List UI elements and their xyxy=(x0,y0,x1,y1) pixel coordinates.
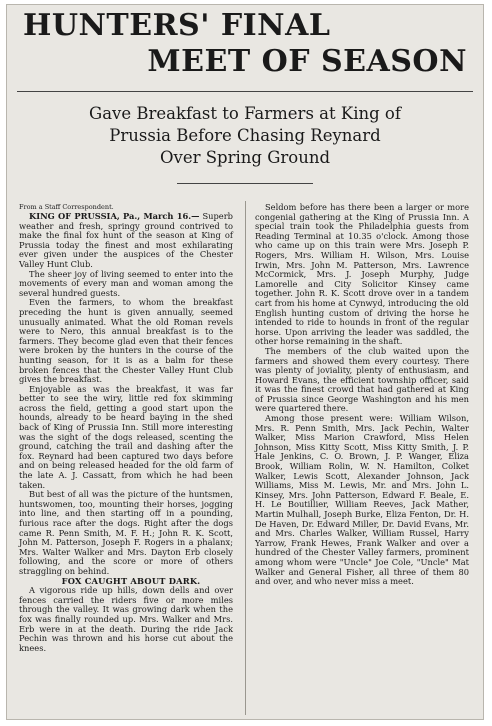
paragraph-4: Enjoyable as was the breakfast, it was far better to see the wiry, little red fox skimming across the field, getting a good start upon the hounds, already to be heard baying in the shed back of King of Prussia Inn. Still more interesting was the sight of the dogs released, scenting the ground, catching the trail and dashing after the fox. Reynard had been captured two days before and on being released headed for the old farm of the late A. J. Cassatt, from which he had been taken. xyxy=(19,383,233,490)
article-column-left xyxy=(19,203,233,653)
paragraph-5: But best of all was the picture of the huntsmen, huntswomen, too, mounting their horses, jogging into line, and then starting off in a pounding, furious race after the dogs. Right after the dogs came R. Penn Smith, M. F. H.; John R. K. Scott, John M. Patterson, Joseph F. Rogers in a phalanx; Mrs. Walter Walker and Mrs. Dayton Erb closely following, and the score or more of others straggling on behind. xyxy=(19,489,233,576)
paragraph-3: Even the farmers, to whom the breakfast preceding the hunt is given annually, seemed unusually animated. What the old Roman revels were to Nero, this annual breakfast is to the farmers. They become glad even that their fences were broken by the hunters in the course of the hunting season, for it is as a balm for these broken fences that the Chester Valley Hunt Club gives the breakfast. xyxy=(19,297,233,385)
paragraph-9: Among those present were: William Wilson, Mrs. R. Penn Smith, Mrs. Jack Pechin, Walter Walker, Miss Marion Crawford, Miss Helen Johnson, Miss Kitty Scott, Miss Kitty Smith, J. P. Hale Jenkins, C. O. Brown, J. P. Wanger, Eliza Brook, William Rolin, W. N. Hamilton, Colket Walker, Lewis Scott, Alexander Johnson, Jack Williams, Miss M. Lewis, Mr. and Mrs. John L. Kinsey, Mrs. John Patterson, Edward F. Beale, E. H. Le Boutillier, William Reeves, Jack Mather, Martin Mulhall, Joseph Burke, Eliza Fenton, Dr. H. De Haven, Dr. Edward Miller, Dr. David Evans, Mr. and Mrs. Charles Walker, William Russel, Harry Yarrow, Frank Hewes, Frank Walker and over a hundred of the Chester Valley farmers, prominent among whom were "Uncle" Joe Cole, "Uncle" Mat Walker and General Fisher, all three of them 80 and over, and who never miss a meet. xyxy=(255,413,469,587)
headline-line-1: HUNTERS' FINAL xyxy=(23,8,331,43)
article-column-right xyxy=(255,203,469,587)
paragraph-8: The members of the club waited upon the farmers and showed them every courtesy. There was plenty of joviality, plenty of enthusiasm, and Howard Evans, the efficient township officer, said it was the finest crowd that had gathered at King of Prussia since George Washington and his men were quartered there. xyxy=(255,345,469,414)
headline-rule xyxy=(17,91,473,92)
deck-rule xyxy=(177,183,313,184)
byline-credit: From a Staff Correspondent. xyxy=(19,203,114,211)
paragraph-6: A vigorous ride up hills, down dells and over fences carried the riders five or more miles through the valley. It was growing dark when the fox was finally rounded up. Mrs. Walker and Mrs. Erb were in at the death. During the ride Jack Pechin was thrown and his horse cut about the knees. xyxy=(19,585,233,653)
deck-line-1: Gave Breakfast to Farmers at King of xyxy=(89,104,401,123)
lead-paragraph: Superb weather and fresh, springy ground contrived to make the final fox hunt of the season at King of Prussia today the finest and most exhilarating ever given under the auspices of the Chester Valley Hunt Club. xyxy=(19,211,233,269)
newspaper-clipping xyxy=(6,4,484,720)
paragraph-7: Seldom before has there been a larger or more congenial gathering at the King of Prussia Inn. A special train took the Philadelphia guests from Reading Terminal at 10.35 o'clock. Among those who came up on this train were Mrs. Joseph P. Rogers, Mrs. William H. Wilson, Mrs. Louise Irwin, Mrs. John M. Patterson, Mrs. Lawrence McCormick, Mrs. J. Joseph Murphy, Judge Lamorelle and City Solicitor Kinsey came together. John R. K. Scott drove over in a tandem cart from his home at Cynwyd, introducing the old English hunting custom of driving the horse he intended to ride to hounds in front of the regular horse. Upon arriving the leader was saddled, the other horse remaining in the shaft. xyxy=(255,202,469,347)
column-divider xyxy=(245,201,246,715)
paragraph-2: The sheer joy of living seemed to enter into the movements of every man and woman among the several hundred guests. xyxy=(19,268,233,298)
deck-line-3: Over Spring Ground xyxy=(159,148,331,167)
section-subhead: FOX CAUGHT ABOUT DARK. xyxy=(61,575,201,586)
headline-line-2: MEET OF SEASON xyxy=(147,44,467,79)
dateline: KING OF PRUSSIA, Pa., March 16.— xyxy=(29,211,200,221)
deck-line-2: Prussia Before Chasing Reynard xyxy=(109,126,381,145)
subheadline-deck xyxy=(17,103,473,169)
